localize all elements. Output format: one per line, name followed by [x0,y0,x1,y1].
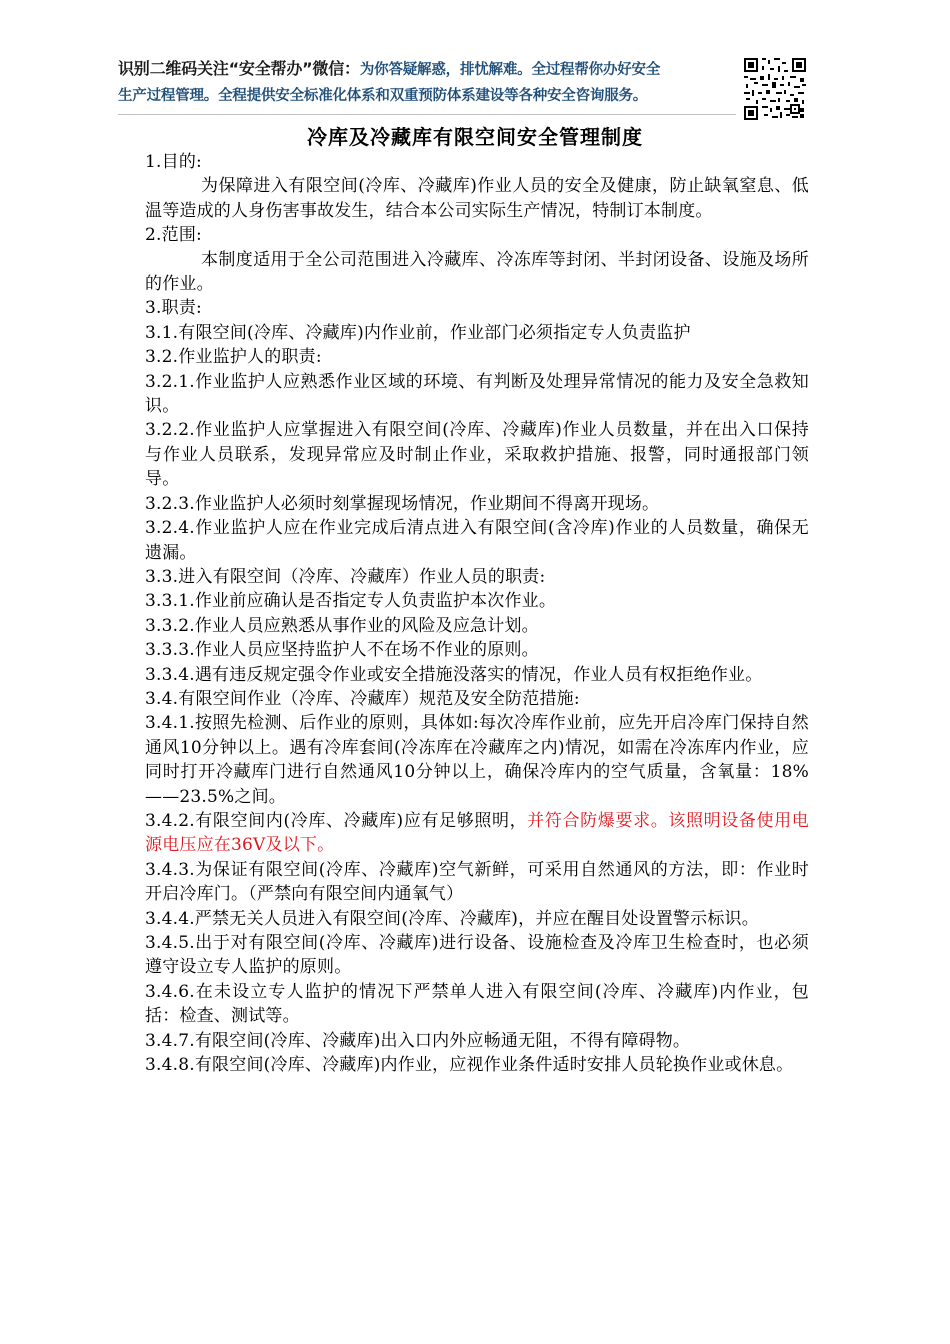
document-body [145,150,809,1077]
banner-line-2: 生产过程管理。全程提供安全标准化体系和双重预防体系建设等各种安全咨询服务。 [118,88,648,104]
banner-highlight: 识别二维码关注“安全帮办”微信： [118,59,360,78]
paragraph: 3.4.6.在未设立专人监护的情况下严禁单人进入有限空间(冷库、冷藏库)内作业，包括：检查、测试等。 [145,981,809,1027]
document-title: 冷库及冷藏库有限空间安全管理制度 [307,125,643,149]
paragraph: 3.2.4.作业监护人应在作业完成后清点进入有限空间(含冷库)作业的人员数量，确保无遗漏。 [145,518,809,563]
paragraph: 3.3.进入有限空间（冷库、冷藏库）作业人员的职责: [145,566,546,587]
paragraph: 3.4.3.为保证有限空间(冷库、冷藏库)空气新鲜，可采用自然通风的方法，即：作业时开启冷库门。（严禁向有限空间内通氧气） [145,859,809,905]
paragraph-text: 3.4.2.有限空间内(冷库、冷藏库)应有足够照明， [145,810,528,831]
paragraph: 3.4.1.按照先检测、后作业的原则，具体如:每次冷库作业前，应先开启冷库门保持自然通风10分钟以上。遇有冷库套间(冷冻库在冷藏库之内)情况，如需在冷冻库内作业，应同时打开冷藏库门进行自然通风10分钟以上，确保冷库内的空气质量，含氧量：18%——23.5%之间。 [145,713,809,807]
paragraph: 3.2.2.作业监护人应掌握进入有限空间(冷库、冷藏库)作业人员数量，并在出入口保持与作业人员联系，发现异常应及时制止作业，采取救护措施、报警，同时通报部门领导。 [145,420,809,490]
paragraph: 3.3.2.作业人员应熟悉从事作业的风险及应急计划。 [145,615,539,636]
section-heading: 3.职责: [145,298,202,319]
paragraph: 3.3.4.遇有违反规定强令作业或安全措施没落实的情况，作业人员有权拒绝作业。 [145,664,763,685]
paragraph: 为保障进入有限空间(冷库、冷藏库)作业人员的安全及健康，防止缺氧窒息、低温等造成的人身伤害事故发生，结合本公司实际生产情况，特制订本制度。 [145,176,809,221]
banner-line-1 [118,56,736,83]
section-heading: 1.目的: [145,152,202,172]
paragraph: 3.4.5.出于对有限空间(冷库、冷藏库)进行设备、设施检查及冷库卫生检查时，也必须遵守设立专人监护的原则。 [145,933,809,978]
paragraph: 3.4.4.严禁无关人员进入有限空间(冷库、冷藏库)，并应在醒目处设置警示标识。 [145,908,759,929]
paragraph: 3.3.3.作业人员应坚持监护人不在场不作业的原则。 [145,640,539,661]
section-heading: 2.范围: [145,225,202,246]
paragraph: 3.2.作业监护人的职责: [145,347,322,368]
paragraph: 3.2.3.作业监护人必须时刻掌握现场情况，作业期间不得离开现场。 [145,493,660,514]
paragraph: 3.4.有限空间作业（冷库、冷藏库）规范及安全防范措施: [145,688,580,709]
paragraph: 3.4.8.有限空间(冷库、冷藏库)内作业，应视作业条件适时安排人员轮换作业或休息。 [145,1055,794,1076]
paragraph: 3.4.7.有限空间(冷库、冷藏库)出入口内外应畅通无阻，不得有障碍物。 [145,1030,691,1051]
paragraph: 3.1.有限空间(冷库、冷藏库)内作业前，作业部门必须指定专人负责监护 [145,322,691,343]
paragraph-3-4-2 [145,809,809,858]
paragraph: 3.2.1.作业监护人应熟悉作业区域的环境、有判断及处理异常情况的能力及安全急救知识。 [145,371,809,417]
highlighted-text: 并符合防爆要求。该照明设备使用电源电压应在36V及以下。 [145,810,809,856]
header-banner [118,56,736,115]
banner-text-1: 为你答疑解惑，排忧解难。全过程帮你办好安全 [359,62,661,78]
qr-code-icon[interactable] [742,56,808,122]
paragraph: 本制度适用于全公司范围进入冷藏库、冷冻库等封闭、半封闭设备、设施及场所的作业。 [145,249,809,295]
paragraph: 3.3.1.作业前应确认是否指定专人负责监护本次作业。 [145,591,557,612]
